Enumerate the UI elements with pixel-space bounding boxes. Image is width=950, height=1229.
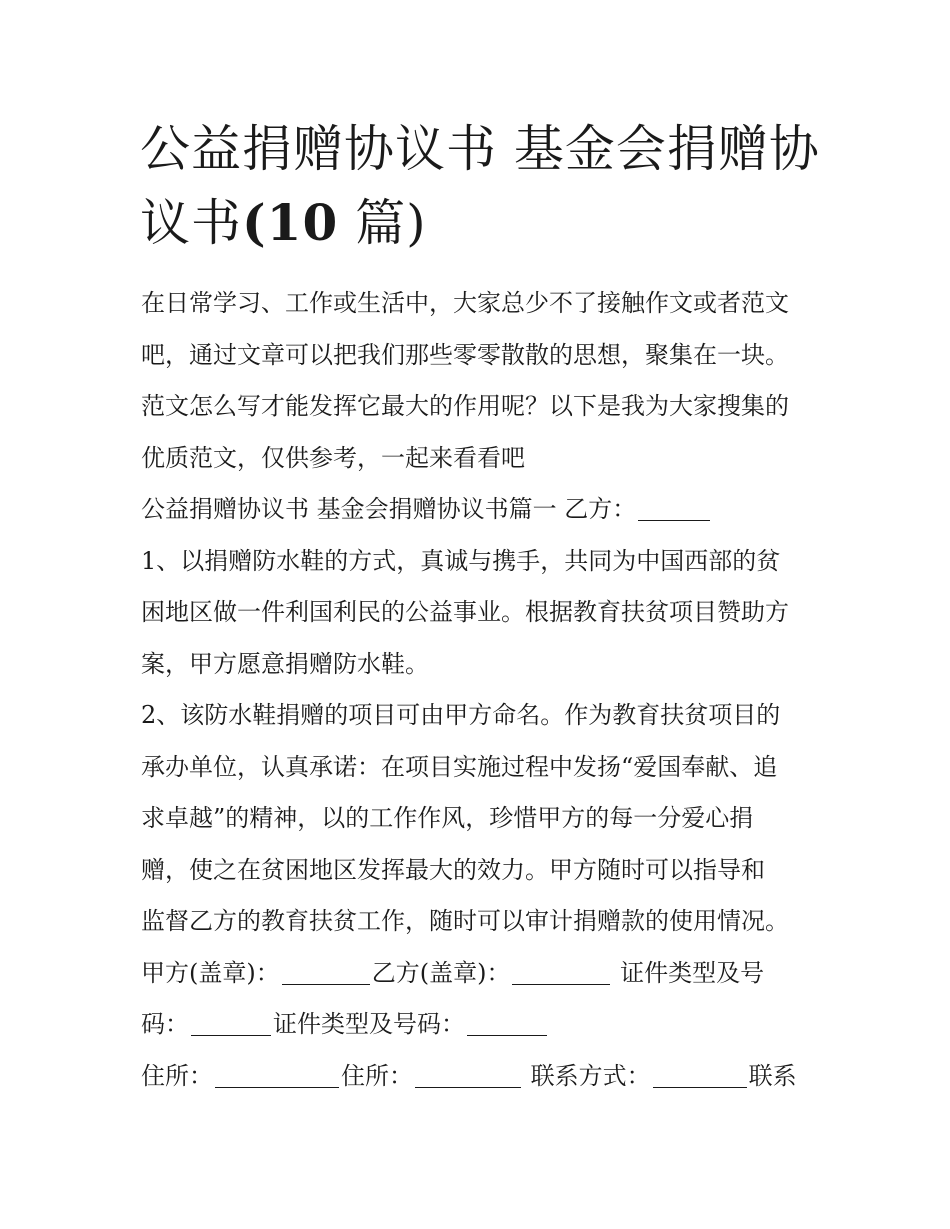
body-line: 案，甲方愿意捐赠防水鞋。 xyxy=(141,649,429,678)
body-line: 吧，通过文章可以把我们那些零零散散的思想，聚集在一块。 xyxy=(141,340,789,369)
body-line: 监督乙方的教育扶贫工作，随时可以审计捐赠款的使用情况。 xyxy=(141,907,789,935)
title-line-1: 公益捐赠协议书 基金会捐赠协 xyxy=(140,120,820,178)
fill-in-blank xyxy=(467,1011,547,1036)
body-line: 2、该防水鞋捐赠的项目可由甲方命名。作为教育扶贫项目的 xyxy=(141,701,781,729)
body-line: 范文怎么写才能发挥它最大的作用呢？以下是我为大家搜集的 xyxy=(141,392,789,420)
fill-in-blank xyxy=(282,960,370,985)
body-line: 在日常学习、工作或生活中，大家总少不了接触作文或者范文 xyxy=(141,289,789,317)
id-type-number-label: 证件类型及号码： xyxy=(273,1010,465,1038)
signature-line-3 xyxy=(141,1051,821,1103)
fill-in-blank xyxy=(638,496,710,521)
party-a-seal-label: 甲方(盖章)： xyxy=(141,958,280,987)
document-title xyxy=(140,112,820,260)
body-line: 求卓越”的精神，以的工作作风，珍惜甲方的每一分爱心捐 xyxy=(141,804,754,832)
party-b-seal-label: 乙方(盖章)： xyxy=(371,958,511,987)
title-line-2-prefix: 议书 xyxy=(140,194,242,252)
section-heading-line xyxy=(141,484,821,536)
fill-in-blank xyxy=(215,1063,339,1088)
title-count: (10 xyxy=(242,193,339,252)
fill-in-blank xyxy=(512,960,610,985)
body-line: 承办单位，认真承诺：在项目实施过程中发扬“爱国奉献、追 xyxy=(141,752,778,781)
address-b-label: 住所： xyxy=(341,1061,413,1090)
body-line: 赠，使之在贫困地区发挥最大的效力。甲方随时可以指导和 xyxy=(141,855,765,884)
signature-line-1 xyxy=(141,948,821,1000)
fill-in-blank xyxy=(415,1063,521,1088)
section-heading: 公益捐赠协议书 基金会捐赠协议书篇一 乙方： xyxy=(141,495,637,523)
contact-tail: 联系 xyxy=(748,1061,797,1090)
address-a-label: 住所： xyxy=(141,1061,213,1090)
body-line: 优质范文，仅供参考，一起来看看吧 xyxy=(141,443,525,472)
code-label: 码： xyxy=(141,1010,189,1038)
id-type-label: 证件类型及号 xyxy=(612,958,765,987)
title-line-2-suffix: 篇) xyxy=(338,194,427,252)
body-line: 困地区做一件利国利民的公益事业。根据教育扶贫项目赞助方 xyxy=(141,598,789,626)
signature-line-2 xyxy=(141,999,821,1051)
body-line: 1、以捐赠防水鞋的方式，真诚与携手，共同为中国西部的贫 xyxy=(141,546,781,575)
document-body xyxy=(141,278,821,1102)
fill-in-blank xyxy=(653,1063,747,1088)
fill-in-blank xyxy=(191,1011,271,1036)
contact-label: 联系方式： xyxy=(523,1061,651,1090)
title-line-2 xyxy=(140,186,820,260)
